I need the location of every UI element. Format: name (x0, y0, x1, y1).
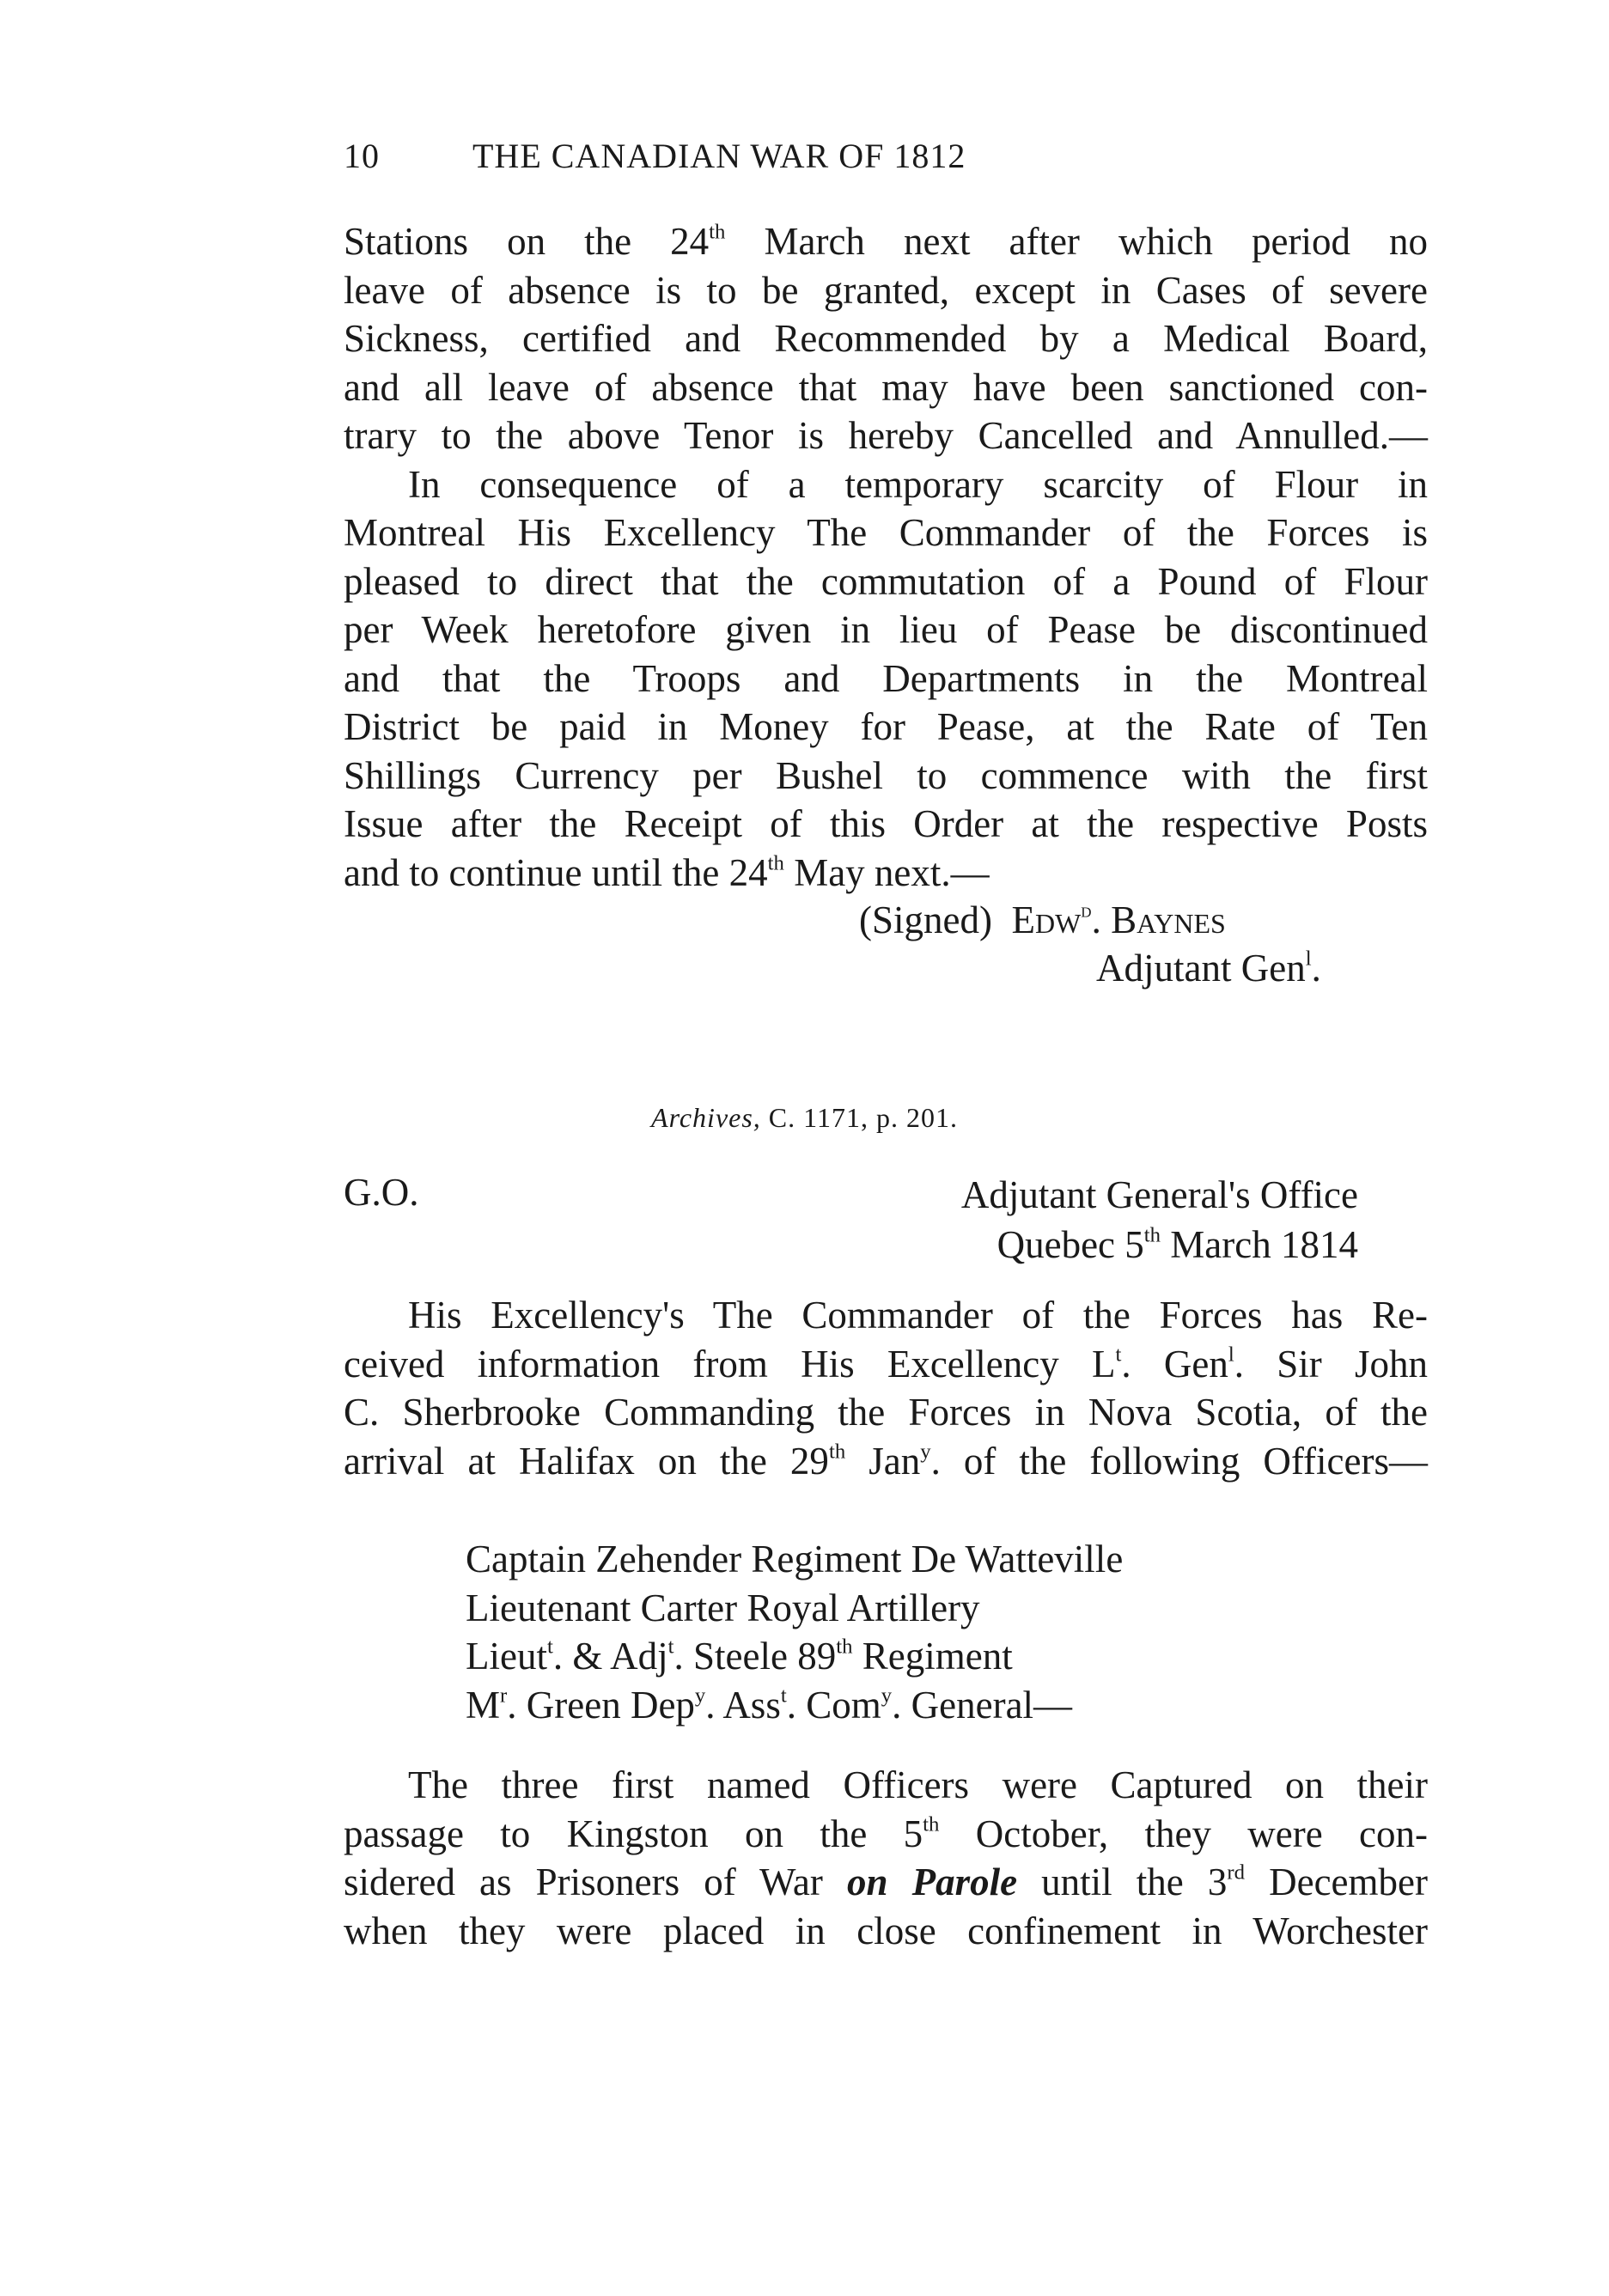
office-date-place: Quebec 5 (996, 1223, 1144, 1266)
officer-item: Lieut$^t$. & Adj$^t$. Steele 89th Regiment (466, 1635, 1013, 1678)
text-line: ceived information from His Excellency $L^t$. Gen$^l$. Sir John (344, 1342, 1428, 1386)
signatory-last-name: Baynes (1111, 898, 1226, 941)
signatory-title-line: Adjutant Gen$^l$. (1096, 947, 1321, 990)
text-line: sidered as Prisoners of War on Parole until the 3rd December (344, 1861, 1428, 1903)
text-line: leave of absence is to be granted, except in Cases of severe (344, 268, 1428, 312)
text-line: Sickness, certified and Recommended by a Medical Board, (344, 317, 1428, 360)
section-3-text (344, 1761, 1428, 1955)
signatory-title-sup: l (1305, 947, 1312, 971)
page-number: 10 (344, 137, 380, 175)
text-line: In consequence of a temporary scarcity of Flour in (408, 462, 1428, 506)
text-line: Montreal His Excellency The Commander of the Forces is (344, 511, 1428, 554)
general-order-label: G.O. (344, 1171, 419, 1214)
section-1-text (344, 217, 1428, 897)
text-line: Shillings Currency per Bushel to commence with the first (344, 753, 1428, 797)
text-line: and to continue until the 24th May next.— (344, 850, 990, 894)
running-header (344, 136, 1254, 176)
text-line: per Week heretofore given in lieu of Pease be discontinued (344, 608, 1428, 651)
text-line: trary to the above Tenor is hereby Cancelled and Annulled.— (344, 414, 1428, 457)
text-line: The three first named Officers were Captured on their (408, 1763, 1428, 1806)
office-date-rest: March 1814 (1161, 1223, 1358, 1266)
text-line: C. Sherbrooke Commanding the Forces in Nova Scotia, of the (344, 1391, 1428, 1434)
archive-name: Archives, (651, 1102, 761, 1133)
text-line: pleased to direct that the commutation of a Pound of Flour (344, 559, 1428, 603)
section-2-text (344, 1291, 1428, 1485)
archive-reference: C. 1171, p. 201. (768, 1102, 958, 1133)
text-line: Issue after the Receipt of this Order at the respective Posts (344, 802, 1428, 845)
archive-source-note (0, 1102, 1609, 1134)
office-date (961, 1220, 1358, 1270)
text-line: and all leave of absence that may have been sanctioned con- (344, 365, 1428, 409)
office-date-sup: th (1143, 1223, 1161, 1247)
officer-item: Captain Zehender Regiment De Watteville (466, 1538, 1124, 1580)
text-line: passage to Kingston on the 5th October, they were con- (344, 1812, 1429, 1855)
text-line: Stations on the 24th March next after which period no (344, 220, 1428, 263)
signatory-first-name-sup: d (1081, 898, 1092, 923)
running-title: THE CANADIAN WAR OF 1812 (472, 137, 966, 175)
signed-label: (Signed) (859, 898, 992, 941)
signatory-first-name: Edw (1011, 898, 1082, 941)
office-heading (961, 1170, 1358, 1270)
office-name: Adjutant General's Office (960, 1173, 1358, 1216)
text-line: when they were placed in close confinement in Worchester (344, 1909, 1428, 1952)
officer-list (466, 1535, 1123, 1729)
signature-line: (Signed) Edw$^d$. Baynes (859, 898, 1226, 941)
signatory-title: Adjutant Gen (1096, 947, 1306, 990)
officer-item: Lieutenant Carter Royal Artillery (466, 1586, 980, 1629)
text-line: His Excellency's The Commander of the Forces has Re- (408, 1294, 1428, 1337)
officer-item: $M^r$. Green Dep$^y$. Ass$^t$. Com$^y$. General— (466, 1683, 1073, 1727)
text-line: and that the Troops and Departments in the Montreal (344, 656, 1428, 700)
text-line: arrival at Halifax on the 29th Jan$^y$. of the following Officers— (344, 1439, 1428, 1483)
text-line: District be paid in Money for Pease, at the Rate of Ten (344, 705, 1428, 748)
